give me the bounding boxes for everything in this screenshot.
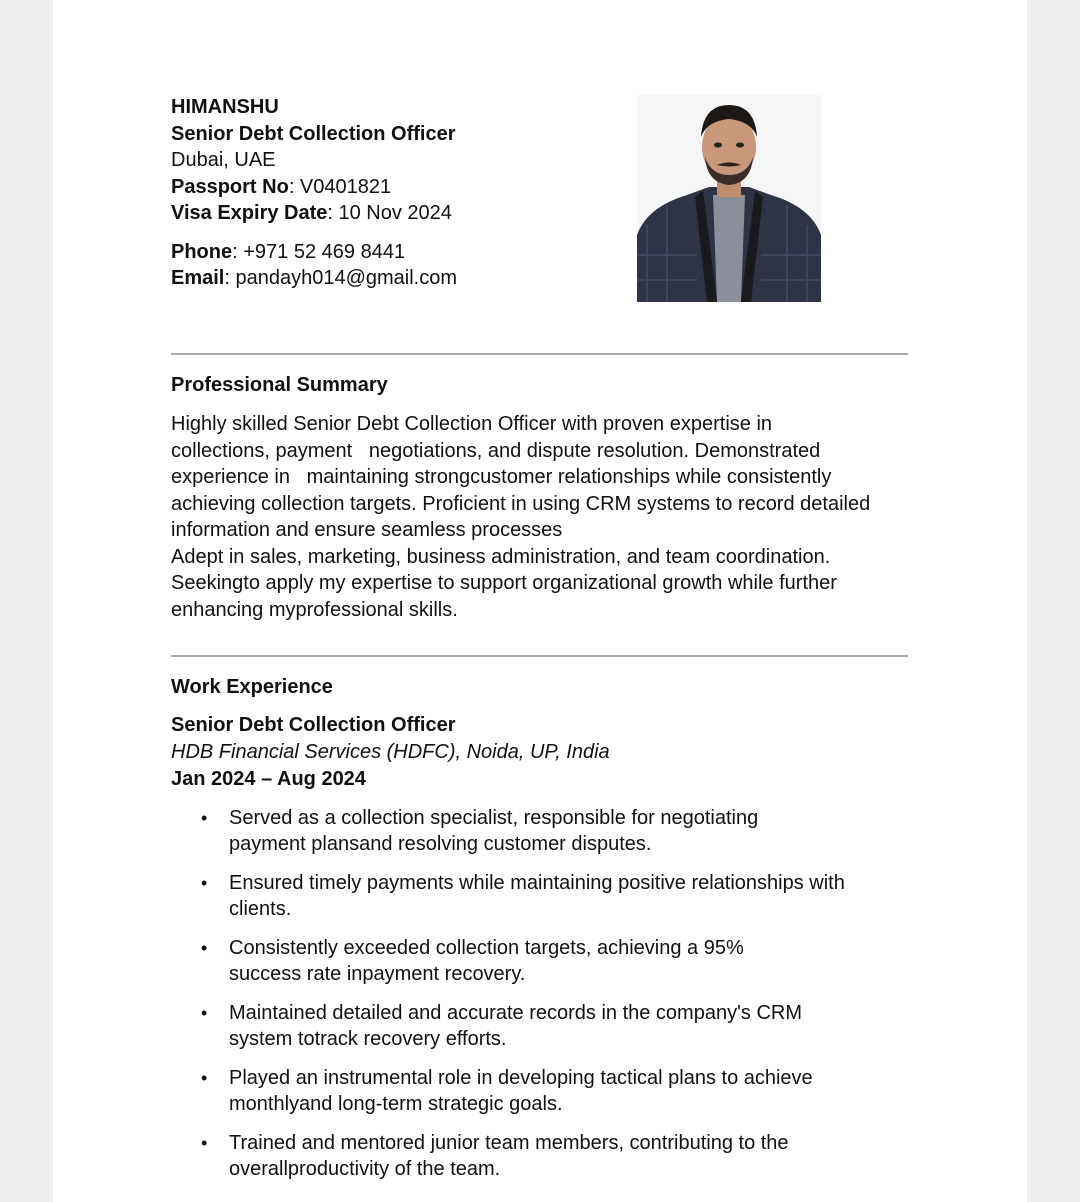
job-entry (171, 712, 931, 793)
phone-value: : +971 52 469 8441 (232, 240, 406, 263)
summary-line: information and ensure seamless processes (171, 519, 563, 541)
list-item (171, 870, 931, 922)
summary-line: achieving collection targets. Proficient in using CRM systems to record detailed (171, 492, 871, 515)
bullet-icon: • (201, 1133, 208, 1153)
bullet-icon: • (201, 1068, 208, 1088)
list-item-text: Played an instrumental role in developing tactical plans to achieve monthlyand long-term strategic goals. (229, 1067, 813, 1115)
bullet-icon: • (201, 938, 208, 958)
summary-heading: Professional Summary (171, 374, 388, 396)
list-item (171, 1065, 931, 1117)
passport-value: : V0401821 (288, 175, 392, 198)
list-item-text: Maintained detailed and accurate records in the company's CRM system totrack recovery efforts. (229, 1002, 803, 1050)
passport-label: Passport No (171, 175, 289, 198)
phone-line (171, 239, 611, 266)
list-item-text: Consistently exceeded collection targets, achieving a 95% success rate inpayment recovery. (229, 937, 744, 985)
summary-line: Seekingto apply my expertise to support organizational growth while further (171, 572, 837, 594)
section-divider (171, 353, 908, 355)
experience-heading: Work Experience (171, 676, 333, 698)
contact-header (171, 94, 611, 292)
bullet-icon: • (201, 1003, 208, 1023)
job-responsibilities (171, 805, 931, 1195)
visa-value: : 10 Nov 2024 (327, 202, 452, 224)
list-item-text: Trained and mentored junior team members, contributing to the overallproductivity of the team. (229, 1132, 789, 1180)
resume-page (53, 0, 1027, 1202)
job-dates: Jan 2024 – Aug 2024 (171, 768, 366, 790)
list-item-text: Served as a collection specialist, responsible for negotiating payment plansand resolving customer disputes. (229, 807, 759, 855)
profile-photo (637, 95, 821, 302)
candidate-title: Senior Debt Collection Officer (171, 122, 456, 145)
email-label: Email (171, 267, 225, 289)
list-item-text: Ensured timely payments while maintaining positive relationships with clients. (229, 872, 845, 920)
candidate-location: Dubai, UAE (171, 149, 276, 171)
passport-line (171, 174, 611, 201)
section-divider (171, 655, 908, 657)
list-item (171, 1000, 931, 1052)
summary-line: Highly skilled Senior Debt Collection Officer with proven expertise in (171, 413, 773, 435)
summary-line: enhancing myprofessional skills. (171, 598, 458, 621)
list-item (171, 1130, 931, 1182)
phone-label: Phone (171, 240, 233, 263)
summary-text (171, 411, 931, 623)
summary-line: experience in maintaining strongcustomer relationships while consistently (171, 466, 832, 488)
email-line (171, 265, 611, 292)
candidate-name: HIMANSHU (171, 96, 279, 118)
summary-line: Adept in sales, marketing, business administration, and team coordination. (171, 545, 831, 568)
visa-line (171, 200, 611, 227)
list-item (171, 805, 931, 857)
visa-label: Visa Expiry Date (171, 202, 328, 224)
summary-line: collections, payment negotiations, and dispute resolution. Demonstrated (171, 439, 821, 462)
bullet-icon: • (201, 808, 208, 828)
email-value: : pandayh014@gmail.com (224, 267, 458, 289)
job-company: HDB Financial Services (HDFC), Noida, UP, India (171, 741, 610, 763)
job-title: Senior Debt Collection Officer (171, 714, 456, 736)
list-item (171, 935, 931, 987)
bullet-icon: • (201, 873, 208, 893)
